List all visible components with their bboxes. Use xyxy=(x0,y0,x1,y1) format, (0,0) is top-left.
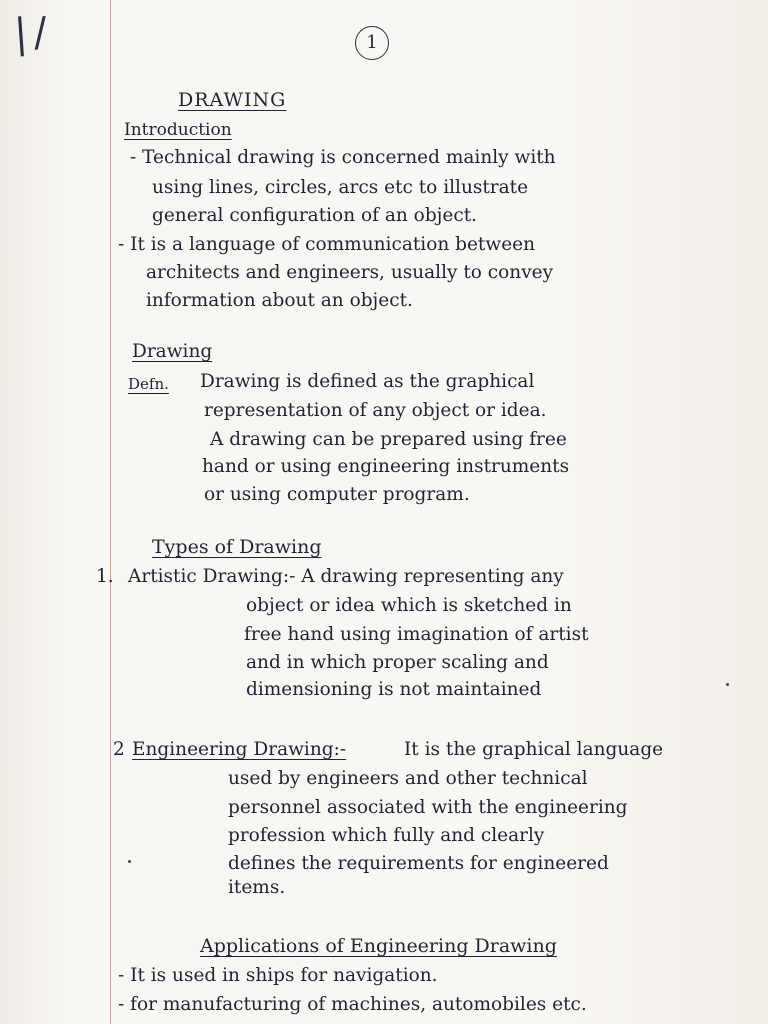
types-heading: Types of Drawing xyxy=(152,536,322,558)
intro-line: general configuration of an object. xyxy=(152,205,478,226)
artistic-line: object or idea which is sketched in xyxy=(246,595,572,616)
drawing-heading: Drawing xyxy=(132,341,213,362)
drawing-line: representation of any object or idea. xyxy=(204,400,547,421)
drawing-line: A drawing can be prepared using free xyxy=(210,429,567,450)
corner-mark: |/ xyxy=(12,8,55,58)
intro-line: information about an object. xyxy=(146,290,413,311)
engineering-label: Engineering Drawing:- xyxy=(132,739,347,760)
stray-dot xyxy=(726,683,729,686)
engineering-line: profession which fully and clearly xyxy=(228,825,545,846)
intro-heading: Introduction xyxy=(124,120,232,140)
engineering-line: used by engineers and other technical xyxy=(228,768,588,789)
application-line: - for manufacturing of machines, automobiles etc. xyxy=(118,994,587,1015)
drawing-line: Drawing is defined as the graphical xyxy=(200,371,535,392)
engineering-line: personnel associated with the engineering xyxy=(228,797,628,818)
page-title: DRAWING xyxy=(178,89,287,111)
applications-heading: Applications of Engineering Drawing xyxy=(200,935,557,957)
engineering-line: items. xyxy=(228,877,286,898)
page-number: 1 xyxy=(355,26,389,60)
artistic-line: dimensioning is not maintained xyxy=(246,679,542,700)
item-number: 2 xyxy=(113,739,125,760)
intro-line: - Technical drawing is concerned mainly with xyxy=(130,147,556,168)
engineering-line: It is the graphical language xyxy=(404,739,664,760)
item-number: 1. xyxy=(96,566,114,587)
stray-dot xyxy=(128,860,131,863)
drawing-line: hand or using engineering instruments xyxy=(202,456,570,477)
intro-line: - It is a language of communication between xyxy=(118,234,536,255)
engineering-line: defines the requirements for engineered xyxy=(228,853,609,874)
intro-line: architects and engineers, usually to convey xyxy=(146,262,554,283)
margin-line xyxy=(110,0,111,1024)
application-line: - It is used in ships for navigation. xyxy=(118,965,438,986)
defn-label: Defn. xyxy=(128,375,169,393)
artistic-line: and in which proper scaling and xyxy=(246,652,549,673)
intro-line: using lines, circles, arcs etc to illustrate xyxy=(152,177,529,198)
drawing-line: or using computer program. xyxy=(204,484,470,505)
artistic-line: Artistic Drawing:- A drawing representing any xyxy=(128,566,564,587)
artistic-line: free hand using imagination of artist xyxy=(244,624,589,645)
